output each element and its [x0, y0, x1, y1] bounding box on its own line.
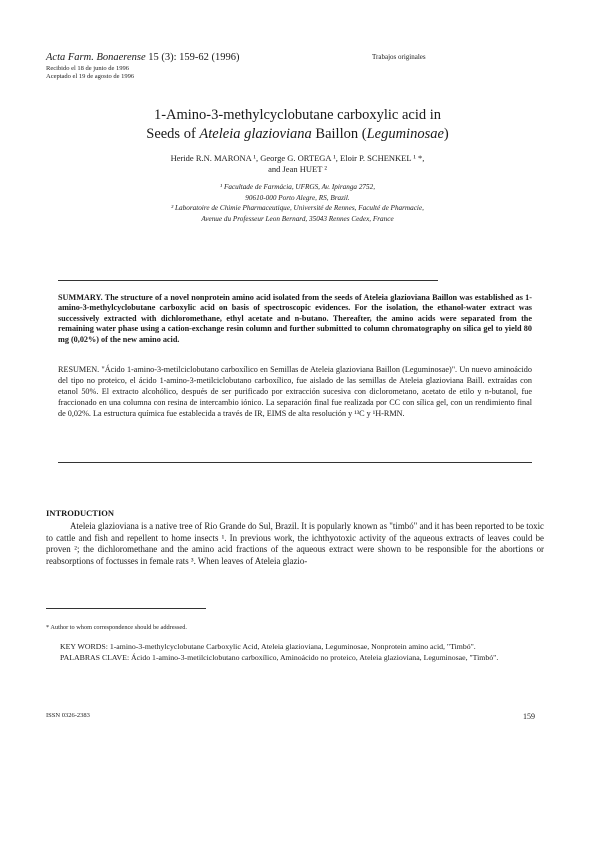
received-date: Recibido el 18 de junio de 1996	[46, 65, 130, 72]
abstract-top-rule	[58, 280, 438, 281]
affiliation-line: ² Laboratoire de Chimie Pharmaceutique, Université de Rennes, Faculté de Pharmacie,	[171, 204, 424, 212]
title-text: Seeds of	[146, 126, 200, 142]
authors-line-2: and Jean HUET ²	[268, 164, 327, 174]
section-heading: INTRODUCTION	[46, 508, 115, 518]
authors-line-1: Heride R.N. MARONA ¹, George G. ORTEGA ¹, Eloir P. SCHENKEL ¹ *,	[170, 153, 425, 163]
author-list	[0, 153, 595, 175]
title-species: Ateleia glazioviana	[199, 126, 312, 142]
journal-name: Acta Farm. Bonaerense	[46, 52, 146, 63]
keywords-english: KEY WORDS: 1-amino-3-methylcyclobutane Carboxylic Acid, Ateleia glazioviana, Leguminosae, Nonprotein amino acid, "Timbó".	[60, 642, 476, 651]
article-title	[0, 106, 595, 144]
affiliation-line: 90610-000 Porto Alegre, RS, Brazil.	[245, 193, 350, 202]
correspondence-footnote: * Author to whom correspondence should be addressed.	[46, 624, 187, 631]
summary-abstract: SUMMARY. The structure of a novel nonprotein amino acid isolated from the seeds of Ateleia glazioviana Baillon was established as 1-amino-3-methylcyclobutane carboxylic acid on basis of spectroscopic evidences. For the isolation, the ethanol-water extract was successively extracted with dichloromethane, ethyl acetate and n-butano. Thereafter, the amino acids were separated from the remaining water phase using a cation-exchange resin column and further submitted to column chromatography on silica gel to yield 80 mg (0,02%) of the new amino acid.	[58, 293, 532, 344]
title-text: )	[443, 126, 449, 142]
keywords-spanish: PALABRAS CLAVE: Ácido 1-amino-3-metilciclobutano carboxílico, Aminoácido no proteico, Ateleia glazioviana, Leguminosae, "Timbó".	[60, 652, 499, 662]
journal-citation	[46, 52, 240, 63]
title-line-2	[0, 125, 595, 144]
title-line-1: 1-Amino-3-methylcyclobutane carboxylic acid in	[153, 107, 442, 123]
title-text: Baillon (	[311, 126, 367, 142]
title-family: Leguminosae	[366, 126, 444, 142]
abstract-bottom-rule	[58, 462, 532, 463]
introduction-text: Ateleia glazioviana is a native tree of Rio Grande do Sul, Brazil. It is popularly known as "timbó" and it has been reported to be toxic to cattle and fish and repellent to home insects ¹. In previous work, the ichthyotoxic activity of the aqueous extracts of leaves could be proven ²; the dichloromethane and the amino acid fractions of the aqueous extract were shown to be responsible for the abortions or reabsorptions of foctusses in female rats ³. When leaves of Ateleia glazio-	[46, 521, 544, 566]
affiliation-line: ¹ Facultade de Farmácia, UFRGS, Av. Ipiranga 2752,	[220, 183, 375, 191]
affiliations	[0, 182, 595, 224]
accepted-date: Aceptado el 19 de agosto de 1996	[46, 73, 135, 80]
affiliation-line: Avenue du Professeur Leon Bernard, 35043 Rennes Cedex, France	[201, 214, 394, 223]
footnote-rule	[46, 608, 206, 609]
article-dates	[46, 65, 134, 81]
page-number: 159	[523, 712, 535, 721]
keywords-block	[60, 642, 530, 663]
resumen-abstract: RESUMEN. "Ácido 1-amino-3-metilciclobutano carboxílico en Semillas de Ateleia glazioviana Baillon (Leguminosae)". Un nuevo aminoácido del tipo no proteico, el ácido 1-amino-3-metilciclobutano carboxílico, fue aislado de las semillas de Ateleia glazioviana Baill. extraídas con etanol 50%. El extracto alcohólico, después de ser purificado por extracción sucesiva con diclorometano, acetato de etilo y n-butanol, fue fraccionado en una columna con resina de intercambio iónico. La separación final fue realizada por CC con sílica gel, con un rendimiento final de 0,02%. La estructura química fue establecida a través de IR, EIMS de alta resolución y ¹³C y ¹H-RMN.	[58, 365, 532, 418]
journal-volume: 15 (3): 159-62 (1996)	[145, 52, 240, 63]
issn: ISSN 0326-2383	[46, 712, 90, 719]
section-label: Trabajos originales	[372, 53, 426, 61]
